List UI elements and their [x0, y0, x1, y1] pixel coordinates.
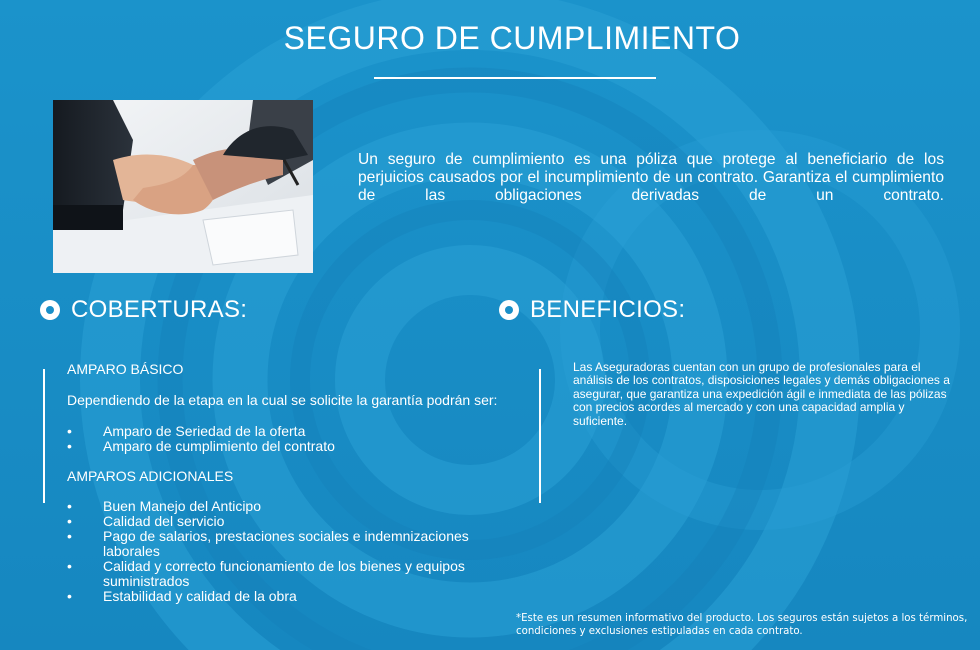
list-item: • Pago de salarios, prestaciones sociales e indemnizaciones laborales — [67, 529, 517, 559]
beneficios-title: BENEFICIOS: — [530, 296, 686, 323]
coberturas-header — [40, 296, 247, 324]
coberturas-content — [67, 362, 517, 604]
ring-bullet-icon — [40, 300, 60, 320]
intro-paragraph: Un seguro de cumplimiento es una póliza que protege al beneficiario de los perjuicios causados por el incumplimiento de un contrato. Garantiza el cumplimiento de las obligaciones derivadas de un contrato. — [358, 151, 944, 204]
list-item: • Buen Manejo del Anticipo — [67, 499, 517, 514]
amparos-adicionales-list — [67, 499, 517, 604]
list-item: • Calidad y correcto funcionamiento de los bienes y equipos suministrados — [67, 559, 517, 589]
list-item: • Estabilidad y calidad de la obra — [67, 589, 517, 604]
list-item: • Amparo de Seriedad de la oferta — [67, 424, 517, 439]
list-item: • Calidad del servicio — [67, 514, 517, 529]
list-item: • Amparo de cumplimiento del contrato — [67, 439, 517, 454]
disclaimer-footnote: *Este es un resumen informativo del producto. Los seguros están sujetos a los términos, condiciones y exclusiones estipuladas en cada contrato. — [516, 613, 968, 637]
coberturas-title: COBERTURAS: — [71, 296, 248, 323]
beneficios-divider — [539, 369, 541, 503]
amparo-basico-list — [67, 424, 517, 454]
title-underline — [374, 77, 656, 79]
amparos-adicionales-heading: AMPAROS ADICIONALES — [67, 468, 234, 484]
beneficios-header — [499, 296, 685, 324]
page-title: SEGURO DE CUMPLIMIENTO — [283, 20, 741, 56]
amparo-basico-intro: Dependiendo de la etapa en la cual se solicite la garantía podrán ser: — [67, 392, 498, 408]
beneficios-text: Las Aseguradoras cuentan con un grupo de profesionales para el análisis de los contratos, disposiciones legales y demás obligaciones a asegurar, que garantiza una expedición ágil e inmediata de las pólizas con precios acordes al mercado y con una capacidad amplia y suficiente. — [573, 360, 950, 428]
coberturas-divider — [43, 369, 45, 503]
amparo-basico-heading: AMPARO BÁSICO — [67, 361, 184, 377]
handshake-photo — [53, 100, 313, 273]
ring-bullet-icon — [499, 300, 519, 320]
